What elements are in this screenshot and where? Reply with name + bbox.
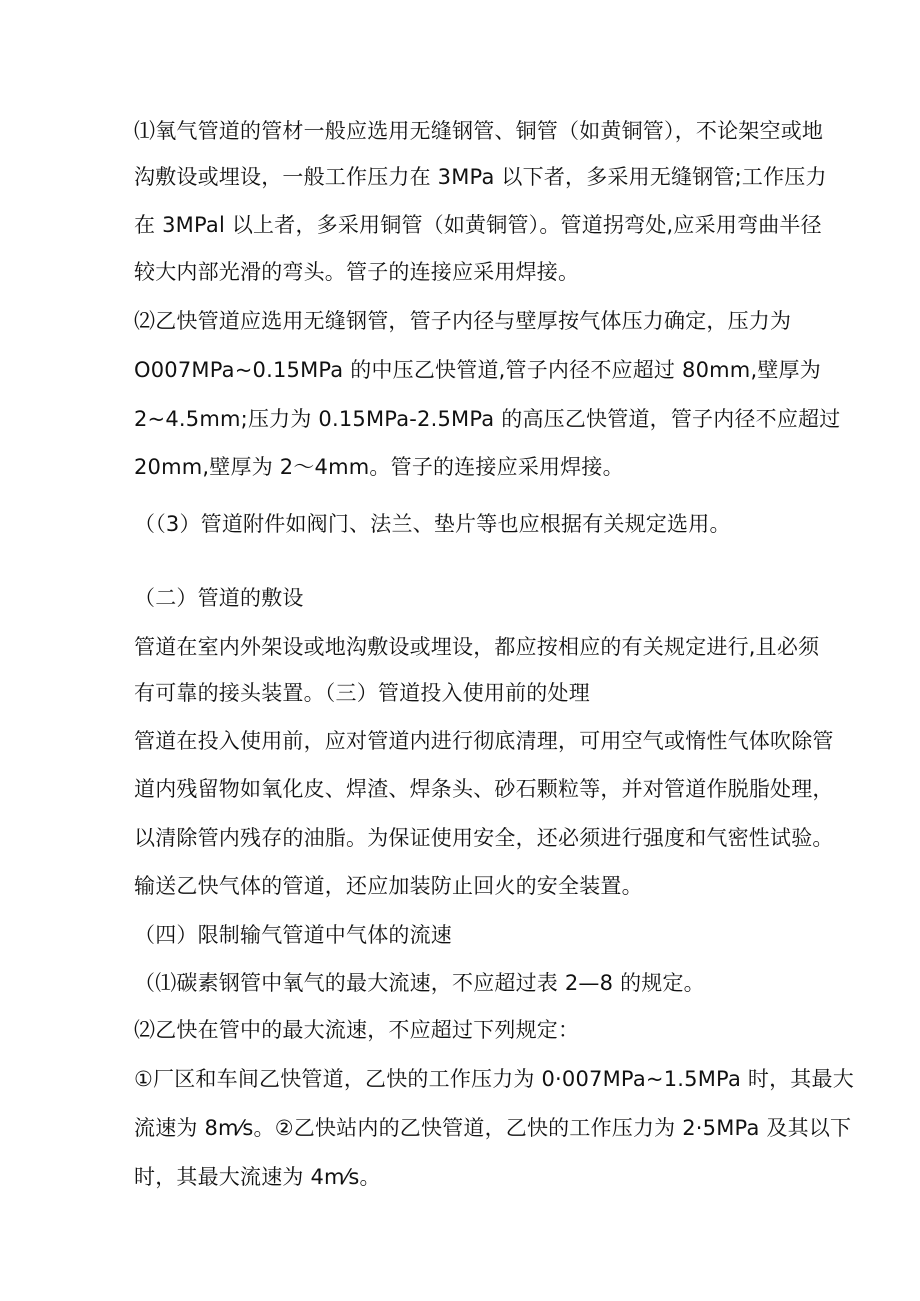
text-line: （（3）管道附件如阀门、法兰、垫片等也应根据有关规定选用。 bbox=[134, 512, 731, 536]
text-line: 以清除管内残存的油脂。为保证使用安全，还必须进行强度和气密性试验。 bbox=[134, 826, 834, 850]
text-line: ⑵乙快在管中的最大流速，不应超过下列规定： bbox=[134, 1018, 580, 1042]
text-line: 管道在室内外架设或地沟敷设或埋设，都应按相应的有关规定进行,且必须 bbox=[134, 635, 820, 659]
text-line: （⑴碳素钢管中氧气的最大流速，不应超过表 2—8 的规定。 bbox=[134, 971, 705, 995]
text-line: 在 3MPal 以上者，多采用铜管（如黄铜管）。管道拐弯处,应采用弯曲半径 bbox=[134, 213, 822, 237]
text-line: 2~4.5mm;压力为 0.15MPa-2.5MPa 的高压乙快管道，管子内径不应超过 bbox=[134, 407, 841, 431]
text-line: 较大内部光滑的弯头。管子的连接应采用焊接。 bbox=[134, 260, 580, 284]
text-line: ⑴氧气管道的管材一般应选用无缝钢管、铜管（如黄铜管），不论架空或地 bbox=[134, 119, 824, 143]
text-line: 有可靠的接头装置。（三）管道投入使用前的处理 bbox=[134, 681, 590, 705]
text-line: 20mm,壁厚为 2～4mm。管子的连接应采用焊接。 bbox=[134, 455, 624, 479]
text-line: 道内残留物如氧化皮、焊渣、焊条头、砂石颗粒等，并对管道作脱脂处理， bbox=[134, 777, 834, 801]
text-line: 沟敷设或埋设，一般工作压力在 3MPa 以下者，多采用无缝钢管;工作压力 bbox=[134, 165, 827, 189]
text-line: ⑵乙快管道应选用无缝钢管，管子内径与壁厚按气体压力确定，压力为 bbox=[134, 309, 792, 333]
text-line: ①厂区和车间乙快管道，乙快的工作压力为 0·007MPa~1.5MPa 时，其最大 bbox=[134, 1067, 854, 1091]
text-line: 管道在投入使用前，应对管道内进行彻底清理，可用空气或惰性气体吹除管 bbox=[134, 729, 834, 753]
text-line: 输送乙快气体的管道，还应加装防止回火的安全装置。 bbox=[134, 874, 643, 898]
text-line: 流速为 8m⁄s。②乙快站内的乙快管道，乙快的工作压力为 2·5MPa 及其以下 bbox=[134, 1116, 852, 1140]
section-heading: （二）管道的敷设 bbox=[134, 586, 304, 610]
text-line: O007MPa~0.15MPa 的中压乙快管道,管子内径不应超过 80mm,壁厚为 bbox=[134, 358, 821, 382]
text-line: 时，其最大流速为 4m⁄s。 bbox=[134, 1165, 381, 1189]
section-heading: （四）限制输气管道中气体的流速 bbox=[134, 923, 452, 947]
